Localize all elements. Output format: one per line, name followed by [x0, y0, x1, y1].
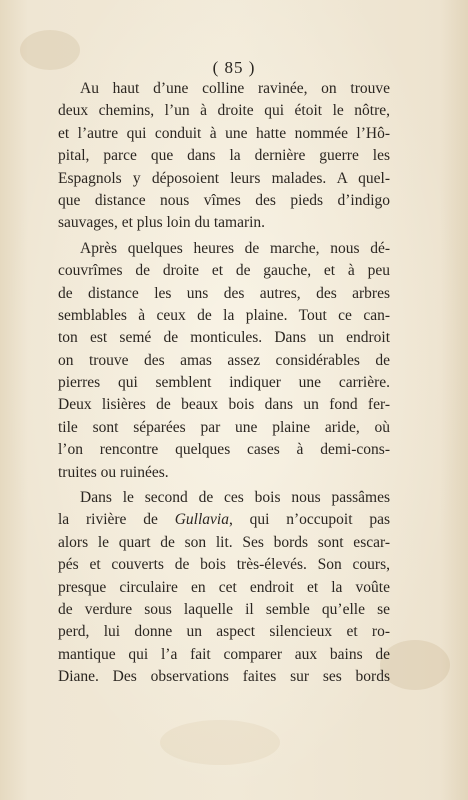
text-line [58, 509, 390, 531]
text-line: de distance les uns des autres, des arbres [58, 284, 390, 302]
text-line: pierres qui semblent indiquer une carrière. [58, 374, 390, 392]
text-line: deux chemins, l’un à droite qui étoit le nôtre, [58, 102, 390, 120]
text-line: semblables à ceux de la plaine. Tout ce can- [58, 306, 390, 324]
text-line: Au haut d’une colline ravinée, on trouve [80, 80, 390, 97]
text-line: alors le quart de son lit. Ses bords sont escar- [58, 533, 390, 551]
text-line: Diane. Des observations faites sur ses bords [58, 668, 390, 686]
text-line: pital, parce que dans la dernière guerre les [58, 147, 390, 165]
body-text [58, 78, 390, 689]
text-line: Dans le second de ces bois nous passâmes [80, 489, 390, 507]
text-fragment: , qui n’occupoit pas [228, 511, 391, 529]
text-line: pés et couverts de bois très-élevés. Son cours, [58, 556, 390, 574]
paper-stain [160, 720, 280, 765]
text-line: ton est semé de monticules. Dans un endroit [58, 329, 390, 347]
text-line: et l’autre qui conduit à une hatte nommée l’Hô- [58, 124, 390, 142]
text-line: que distance nous vîmes des pieds d’indigo [58, 191, 390, 209]
text-line: perd, lui donne un aspect silencieux et ro- [58, 623, 390, 641]
text-line: sauvages, et plus loin du tamarin. [58, 214, 266, 232]
text-line: de verdure sous laquelle il semble qu’elle se [58, 600, 390, 618]
river-name: Gullavia [174, 511, 229, 529]
paragraph-2 [58, 238, 390, 484]
text-line: mantique qui l’a fait comparer aux bains de [58, 645, 390, 663]
text-line: Deux lisières de beaux bois dans un fond fer- [58, 396, 390, 414]
text-line: couvrîmes de droite et de gauche, et à peu [58, 262, 390, 280]
text-line: presque circulaire en cet endroit et la voûte [58, 578, 390, 596]
text-fragment: la rivière de [58, 511, 158, 529]
paragraph-3 [58, 487, 390, 689]
paragraph-1 [58, 78, 390, 235]
text-line: tile sont séparées par une plaine aride, où [58, 418, 390, 436]
paper-stain [380, 640, 450, 690]
text-line: l’on rencontre quelques cases à demi-cons- [58, 441, 390, 459]
text-line: Espagnols y déposoient leurs malades. A quel- [58, 169, 390, 187]
page-number: ( 85 ) [212, 58, 256, 77]
text-line: truites ou ruinées. [58, 463, 169, 481]
text-line: on trouve des amas assez considérables de [58, 351, 390, 369]
text-line: Après quelques heures de marche, nous dé- [80, 239, 390, 257]
